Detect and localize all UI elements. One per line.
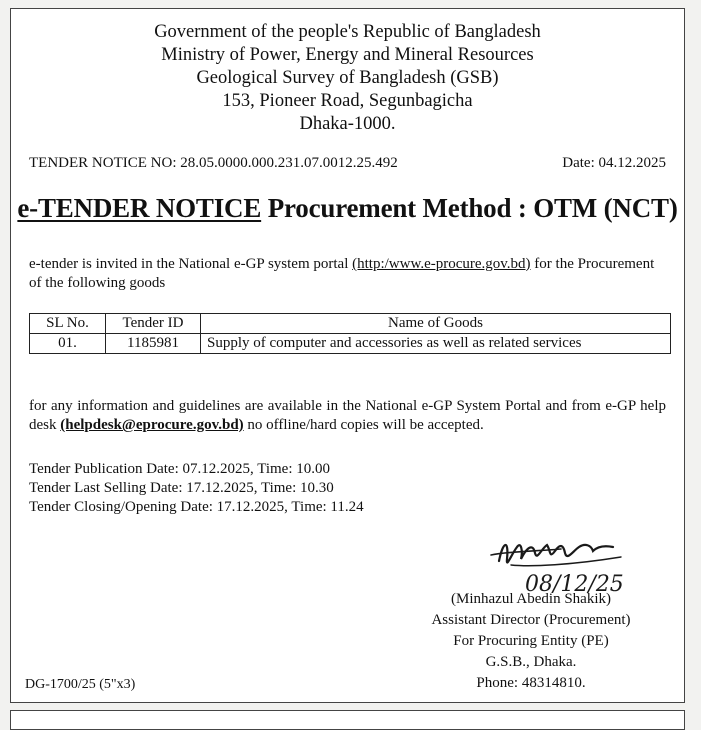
helpdesk-email-link[interactable]: (helpdesk@eprocure.gov.bd) (60, 417, 244, 433)
signatory-block (406, 589, 656, 694)
signature-date: 08/12/25 (525, 572, 624, 597)
signatory-phone: Phone: 48314810. (476, 675, 586, 691)
tender-dates (29, 460, 364, 517)
tender-notice-number: TENDER NOTICE NO: 28.05.0000.000.231.07.0012.25.492 (29, 155, 398, 171)
table-row (30, 334, 671, 354)
header-ministry: Ministry of Power, Energy and Mineral Resources (161, 45, 534, 65)
row-tender-id: 1185981 (106, 334, 201, 354)
header-tender-id: Tender ID (106, 314, 201, 334)
closing-opening-date: Tender Closing/Opening Date: 17.12.2025, Time: 11.24 (29, 499, 364, 515)
info-text-2: no offline/hard copies will be accepted. (243, 417, 484, 433)
publication-date: Tender Publication Date: 07.12.2025, Time: 10.00 (29, 461, 331, 477)
row-sl-no: 01. (30, 334, 106, 354)
tender-notice-page (10, 8, 685, 703)
header-name-of-goods: Name of Goods (201, 314, 671, 334)
notice-title (11, 193, 684, 224)
signatory-name: (Minhazul Abedin Shakik) (451, 591, 611, 607)
intro-text-2: for the Procurement of the following goods (29, 256, 655, 291)
title-etender: e-TENDER NOTICE (17, 193, 262, 223)
goods-table (29, 313, 671, 354)
info-text-1: for any information and guidelines are available in the National e-GP System Portal and from e-GP help desk (29, 398, 666, 433)
row-goods-name: Supply of computer and accessories as well as related services (201, 334, 671, 354)
header-sl-no: SL No. (30, 314, 106, 334)
header-agency: Geological Survey of Bangladesh (GSB) (196, 68, 499, 88)
header-address: 153, Pioneer Road, Segunbagicha (222, 91, 473, 111)
dg-reference: DG-1700/25 (5"x3) (25, 677, 136, 692)
egp-portal-link[interactable]: (http:/www.e-procure.gov.bd) (352, 256, 531, 272)
signatory-title: Assistant Director (Procurement) (431, 612, 631, 628)
info-paragraph (29, 397, 666, 435)
intro-paragraph (29, 255, 666, 293)
table-header-row (30, 314, 671, 334)
notice-date: Date: 04.12.2025 (562, 155, 666, 171)
notice-number-row (29, 155, 666, 172)
procuring-entity: For Procuring Entity (PE) (453, 633, 609, 649)
handwritten-signature (481, 521, 651, 599)
title-procurement-method: Procurement Method : OTM (NCT) (261, 193, 678, 223)
letterhead (11, 21, 684, 136)
signatory-office: G.S.B., Dhaka. (485, 654, 577, 670)
header-city: Dhaka-1000. (299, 114, 396, 134)
header-government: Government of the people's Republic of Bangladesh (154, 22, 541, 42)
next-notice-border (10, 710, 685, 730)
last-selling-date: Tender Last Selling Date: 17.12.2025, Time: 10.30 (29, 480, 334, 496)
intro-text-1: e-tender is invited in the National e-GP system portal (29, 256, 353, 272)
